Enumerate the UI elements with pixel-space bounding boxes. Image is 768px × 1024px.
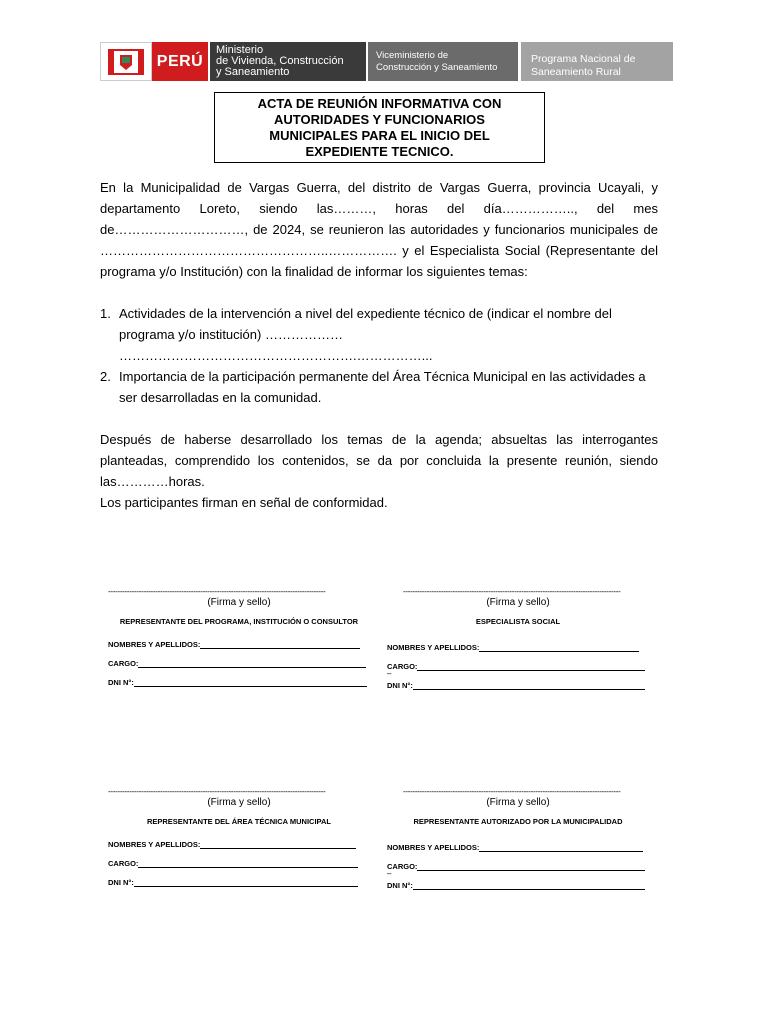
firma-label: (Firma y sello) [486, 797, 550, 808]
list-item: 1. Actividades de la intervención a nivel del expediente técnico de (indicar el nombre del programa y/o institución) ……………… ……………………………………………….……………... [100, 306, 612, 363]
nombres-field[interactable]: NOMBRES Y APELLIDOS: [108, 840, 370, 849]
cargo-field[interactable]: CARGO: [108, 659, 370, 668]
dni-field[interactable]: DNI N°: [387, 681, 649, 690]
document-title: ACTA DE REUNIÓN INFORMATIVA CON AUTORIDADES Y FUNCIONARIOS MUNICIPALES PARA EL INICIO DEL EXPEDIENTE TECNICO. [214, 92, 545, 163]
signer-role: REPRESENTANTE DEL ÁREA TÉCNICA MUNICIPAL [146, 817, 332, 826]
nombres-field[interactable]: NOMBRES Y APELLIDOS: [387, 643, 649, 652]
ministry-name: Ministerio de Vivienda, Construcción y Saneamiento [210, 42, 366, 81]
country-label: PERÚ [152, 42, 208, 81]
signer-role: REPRESENTANTE AUTORIZADO POR LA MUNICIPALIDAD [413, 817, 623, 826]
signature-block-area-tecnica [108, 787, 370, 887]
program-name: Programa Nacional de Saneamiento Rural [521, 42, 673, 81]
signature-block-social: -------------------------------------------------------------------------------------------- (Firma y sello) ESPECIALISTA SOCIAL NOMBRES Y APELLIDOS: CARGO: – DNI N°: [387, 587, 649, 690]
cargo-field[interactable]: CARGO: [108, 859, 370, 868]
viceministry-name: Viceministerio de Construcción y Saneamiento [368, 42, 518, 81]
signer-role: ESPECIALISTA SOCIAL [475, 617, 561, 626]
header-banner [100, 42, 673, 81]
nombres-field[interactable]: NOMBRES Y APELLIDOS: [387, 843, 649, 852]
signature-line: -------------------------------------------------------------------------------------------- [108, 787, 326, 796]
cargo-field[interactable]: CARGO: [387, 662, 649, 671]
signature-line: -------------------------------------------------------------------------------------------- [108, 587, 326, 596]
firma-label: (Firma y sello) [207, 797, 271, 808]
signature-line: -------------------------------------------------------------------------------------------- [403, 587, 621, 596]
dni-field[interactable]: DNI N°: [108, 878, 370, 887]
signature-block-municipalidad: -------------------------------------------------------------------------------------------- (Firma y sello) REPRESENTANTE AUTORIZADO POR LA MUNICIPALIDAD NOMBRES Y APELLIDOS: CARGO: – DNI N°: [387, 787, 649, 890]
firma-label: (Firma y sello) [486, 597, 550, 608]
closing-paragraph: Los participantes firman en señal de conformidad. [100, 495, 388, 510]
nombres-field[interactable]: NOMBRES Y APELLIDOS: [108, 640, 370, 649]
coat-of-arms-icon [100, 42, 152, 81]
firma-label: (Firma y sello) [207, 597, 271, 608]
signature-line: -------------------------------------------------------------------------------------------- [403, 787, 621, 796]
conclusion-paragraph: Después de haberse desarrollado los temas de la agenda; absueltas las interrogantes planteadas, comprendido los contenidos, se da por concluida la presente reunión, siendo las…………horas. [100, 432, 658, 489]
topics-list [100, 303, 658, 408]
intro-paragraph: En la Municipalidad de Vargas Guerra, del distrito de Vargas Guerra, provincia Ucayali, y departamento Loreto, siendo las………, horas del día…………….., del mes de…………………………, de 2024, se reunieron las autoridades y funcionarios municipales de ……………………………………………..……………. y el Especialista Social (Representante del programa y/o Institución) con la finalidad de informar los siguientes temas: [100, 180, 658, 279]
dni-field[interactable]: DNI N°: [387, 881, 649, 890]
dni-field[interactable]: DNI N°: [108, 678, 370, 687]
signature-block-program [108, 587, 370, 687]
list-item: 2. Importancia de la participación permanente del Área Técnica Municipal en las actividades a ser desarrolladas en la comunidad. [100, 369, 646, 405]
cargo-field[interactable]: CARGO: [387, 862, 649, 871]
signer-role: REPRESENTANTE DEL PROGRAMA, INSTITUCIÓN O CONSULTOR [119, 617, 359, 626]
